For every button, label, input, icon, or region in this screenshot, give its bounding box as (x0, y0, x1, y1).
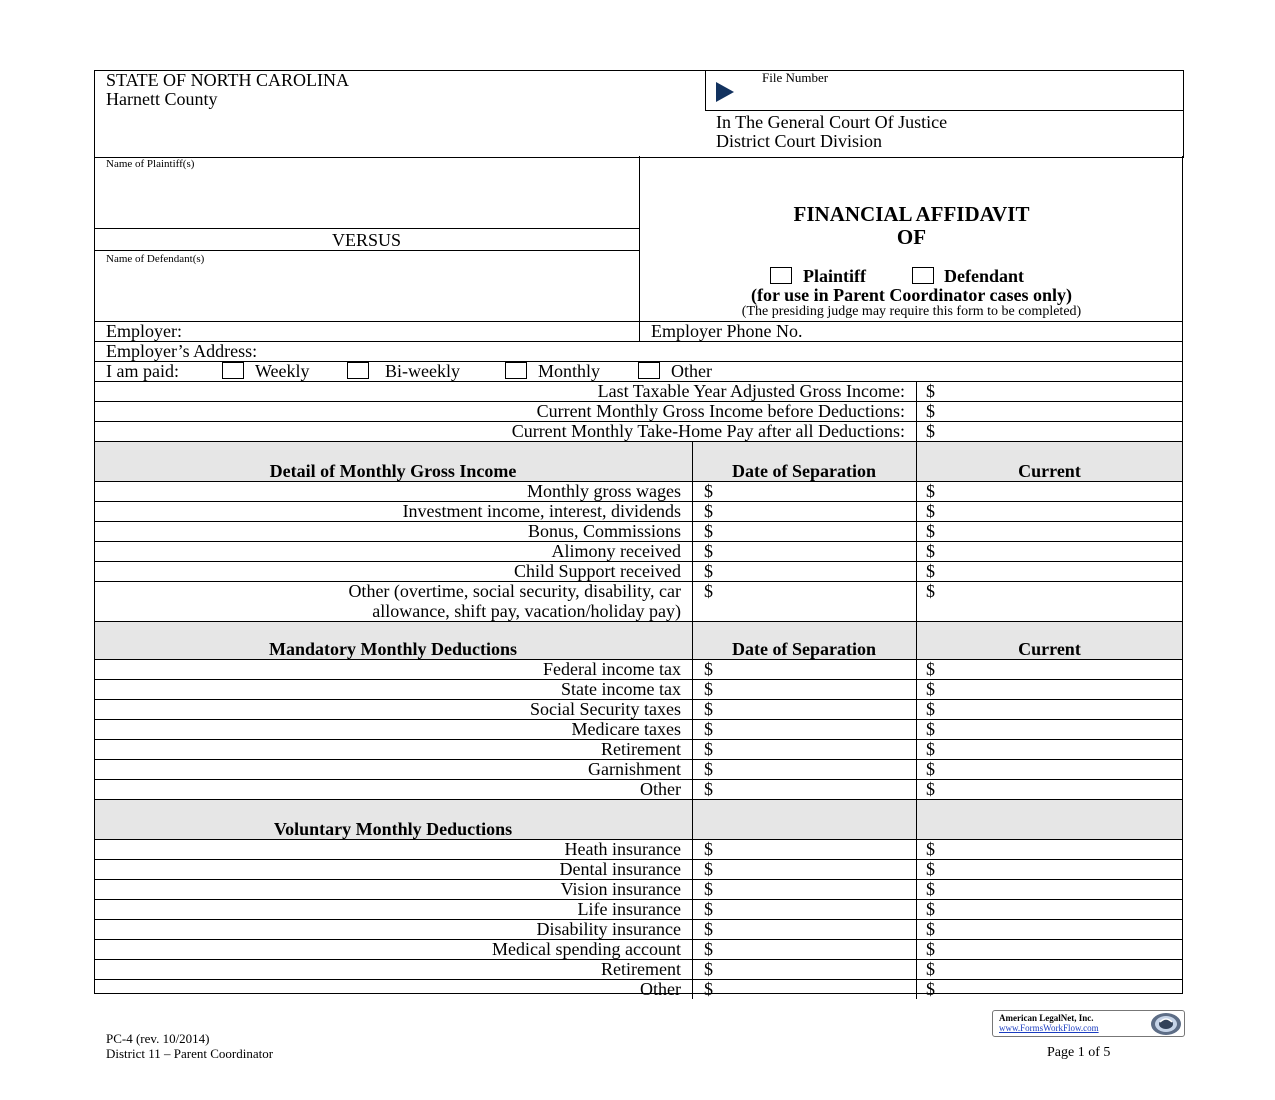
other-pay-checkbox[interactable] (638, 362, 660, 379)
mandatory-date-of-separation-field[interactable]: $ (704, 659, 713, 679)
mandatory-row-label: Medicare taxes (571, 719, 681, 739)
mandatory-current-field[interactable]: $ (926, 659, 935, 679)
defendant-name-label: Name of Defendant(s) (106, 253, 205, 265)
mandatory-current-field[interactable]: $ (926, 699, 935, 719)
voluntary-date-of-separation-field[interactable]: $ (704, 879, 713, 899)
mandatory-date-of-separation-field[interactable]: $ (704, 739, 713, 759)
judge-note: (The presiding judge may require this form to be completed) (741, 304, 1082, 319)
mandatory-date-of-separation-field[interactable]: $ (704, 759, 713, 779)
gross-income-current-field[interactable]: $ (926, 521, 935, 541)
use-note: (for use in Parent Coordinator cases only) (751, 285, 1072, 305)
voluntary-row-label: Medical spending account (492, 939, 681, 959)
mandatory-date-of-separation-field[interactable]: $ (704, 679, 713, 699)
mandatory-heading: Mandatory Monthly Deductions (268, 639, 517, 659)
gross-income-date-of-separation-field[interactable]: $ (704, 561, 713, 581)
voluntary-current-field[interactable]: $ (926, 959, 935, 979)
gross-income-row-label: Bonus, Commissions (527, 521, 681, 541)
mandatory-current-field[interactable]: $ (926, 759, 935, 779)
gross-income-row-label: Child Support received (514, 561, 681, 581)
employer-row (94, 321, 1183, 341)
voluntary-current-field[interactable]: $ (926, 979, 935, 999)
income-summary-label: Current Monthly Gross Income before Deductions: (536, 401, 905, 421)
gross-income-current-field[interactable]: $ (926, 481, 935, 501)
gross-income-other-date-field[interactable]: $ (704, 581, 713, 601)
versus-top-line (94, 228, 639, 229)
gross-income-other-line-2: allowance, shift pay, vacation/holiday pay) (372, 601, 681, 621)
plaintiff-name-label: Name of Plaintiff(s) (106, 158, 195, 170)
form-id: PC-4 (rev. 10/2014) (106, 1031, 210, 1046)
gross-income-current-field[interactable]: $ (926, 501, 935, 521)
voluntary-current-field[interactable]: $ (926, 839, 935, 859)
voluntary-row-label: Heath insurance (564, 839, 681, 859)
gross-income-date-of-separation-field[interactable]: $ (704, 501, 713, 521)
vendor-logo-box[interactable] (992, 1010, 1185, 1037)
voluntary-current-field[interactable]: $ (926, 939, 935, 959)
gross-income-col-date-of-separation: Date of Separation (732, 461, 876, 481)
defendant-option-label: Defendant (944, 266, 1024, 286)
affidavit-title: FINANCIAL AFFIDAVIT (793, 202, 1030, 226)
globe-icon (1149, 1012, 1183, 1036)
mandatory-current-field[interactable]: $ (926, 739, 935, 759)
voluntary-date-of-separation-field[interactable]: $ (704, 899, 713, 919)
voluntary-date-of-separation-field[interactable]: $ (704, 959, 713, 979)
versus-label: VERSUS (331, 230, 402, 250)
mandatory-date-of-separation-field[interactable]: $ (704, 779, 713, 799)
voluntary-heading: Voluntary Monthly Deductions (273, 819, 513, 839)
gross-income-other-current-field[interactable]: $ (926, 581, 935, 601)
employer-address-label: Employer’s Address: (106, 341, 258, 361)
voluntary-date-of-separation-field[interactable]: $ (704, 979, 713, 999)
file-number-label: File Number (762, 70, 829, 85)
income-summary-value-field[interactable]: $ (926, 421, 935, 441)
employer-address-row (94, 341, 1183, 361)
paid-label: I am paid: (106, 361, 179, 381)
defendant-name-field[interactable] (96, 267, 636, 319)
voluntary-date-of-separation-field[interactable]: $ (704, 859, 713, 879)
mandatory-row-label: Retirement (601, 739, 681, 759)
voluntary-current-field[interactable]: $ (926, 859, 935, 879)
affidavit-title-of: OF (896, 225, 927, 249)
employer-label: Employer: (106, 321, 182, 341)
income-summary-label: Current Monthly Take-Home Pay after all Deductions: (511, 421, 905, 441)
county-name: Harnett County (106, 89, 218, 109)
plaintiff-name-field[interactable] (96, 172, 636, 226)
biweekly-checkbox[interactable] (347, 362, 369, 379)
other-pay-label: Other (671, 361, 712, 381)
versus-bottom-line (94, 250, 639, 251)
mandatory-row-label: Garnishment (588, 759, 681, 779)
mandatory-current-field[interactable]: $ (926, 779, 935, 799)
mandatory-date-of-separation-field[interactable]: $ (704, 719, 713, 739)
voluntary-row-label: Dental insurance (559, 859, 681, 879)
monthly-label: Monthly (538, 361, 601, 381)
district-label: District 11 – Parent Coordinator (106, 1046, 274, 1061)
voluntary-row-label: Vision insurance (560, 879, 681, 899)
voluntary-row-label: Life insurance (577, 899, 681, 919)
mandatory-row-label: State income tax (561, 679, 681, 699)
mandatory-current-field[interactable]: $ (926, 719, 935, 739)
weekly-checkbox[interactable] (222, 362, 244, 379)
mandatory-row-label: Other (640, 779, 681, 799)
monthly-checkbox[interactable] (505, 362, 527, 379)
mandatory-row-label: Social Security taxes (530, 699, 681, 719)
income-summary-value-field[interactable]: $ (926, 401, 935, 421)
income-summary-label: Last Taxable Year Adjusted Gross Income: (597, 381, 905, 401)
gross-income-heading: Detail of Monthly Gross Income (269, 461, 517, 481)
gross-income-date-of-separation-field[interactable]: $ (704, 541, 713, 561)
gross-income-current-field[interactable]: $ (926, 541, 935, 561)
plaintiff-option-label: Plaintiff (803, 266, 866, 286)
gross-income-row-label: Alimony received (551, 541, 681, 561)
state-title: STATE OF NORTH CAROLINA (106, 70, 349, 90)
mandatory-current-field[interactable]: $ (926, 679, 935, 699)
voluntary-row-label: Other (640, 979, 681, 999)
voluntary-row-label: Retirement (601, 959, 681, 979)
voluntary-date-of-separation-field[interactable]: $ (704, 939, 713, 959)
mandatory-row-label: Federal income tax (543, 659, 681, 679)
employer-phone-label: Employer Phone No. (651, 321, 803, 341)
gross-income-row-label: Monthly gross wages (527, 481, 681, 501)
gross-income-col-current: Current (1018, 461, 1081, 481)
voluntary-row-label: Disability insurance (536, 919, 681, 939)
court-line-1: In The General Court Of Justice (716, 112, 948, 132)
income-summary-value-field[interactable]: $ (926, 381, 935, 401)
voluntary-date-of-separation-field[interactable]: $ (704, 839, 713, 859)
biweekly-label: Bi-weekly (385, 361, 460, 381)
voluntary-date-of-separation-field[interactable]: $ (704, 919, 713, 939)
voluntary-current-field[interactable]: $ (926, 919, 935, 939)
mandatory-col-current: Current (1018, 639, 1081, 659)
arrow-marker-icon (714, 81, 736, 103)
page-number: Page 1 of 5 (1047, 1045, 1111, 1060)
table-outer-border (94, 381, 1183, 994)
gross-income-date-of-separation-field[interactable]: $ (704, 481, 713, 501)
voluntary-current-field[interactable]: $ (926, 899, 935, 919)
gross-income-other-line-1: Other (overtime, social security, disability, car (348, 581, 681, 601)
defendant-checkbox[interactable] (912, 267, 934, 284)
gross-income-row-label: Investment income, interest, dividends (402, 501, 681, 521)
mandatory-date-of-separation-field[interactable]: $ (704, 699, 713, 719)
voluntary-current-field[interactable]: $ (926, 879, 935, 899)
gross-income-date-of-separation-field[interactable]: $ (704, 521, 713, 541)
court-line-2: District Court Division (716, 131, 882, 151)
plaintiff-checkbox[interactable] (770, 267, 792, 284)
weekly-label: Weekly (255, 361, 310, 381)
vendor-link[interactable]: www.FormsWorkFlow.com (999, 1023, 1099, 1033)
vendor-name: American LegalNet, Inc. (999, 1013, 1094, 1023)
mandatory-col-date-of-separation: Date of Separation (732, 639, 876, 659)
gross-income-current-field[interactable]: $ (926, 561, 935, 581)
